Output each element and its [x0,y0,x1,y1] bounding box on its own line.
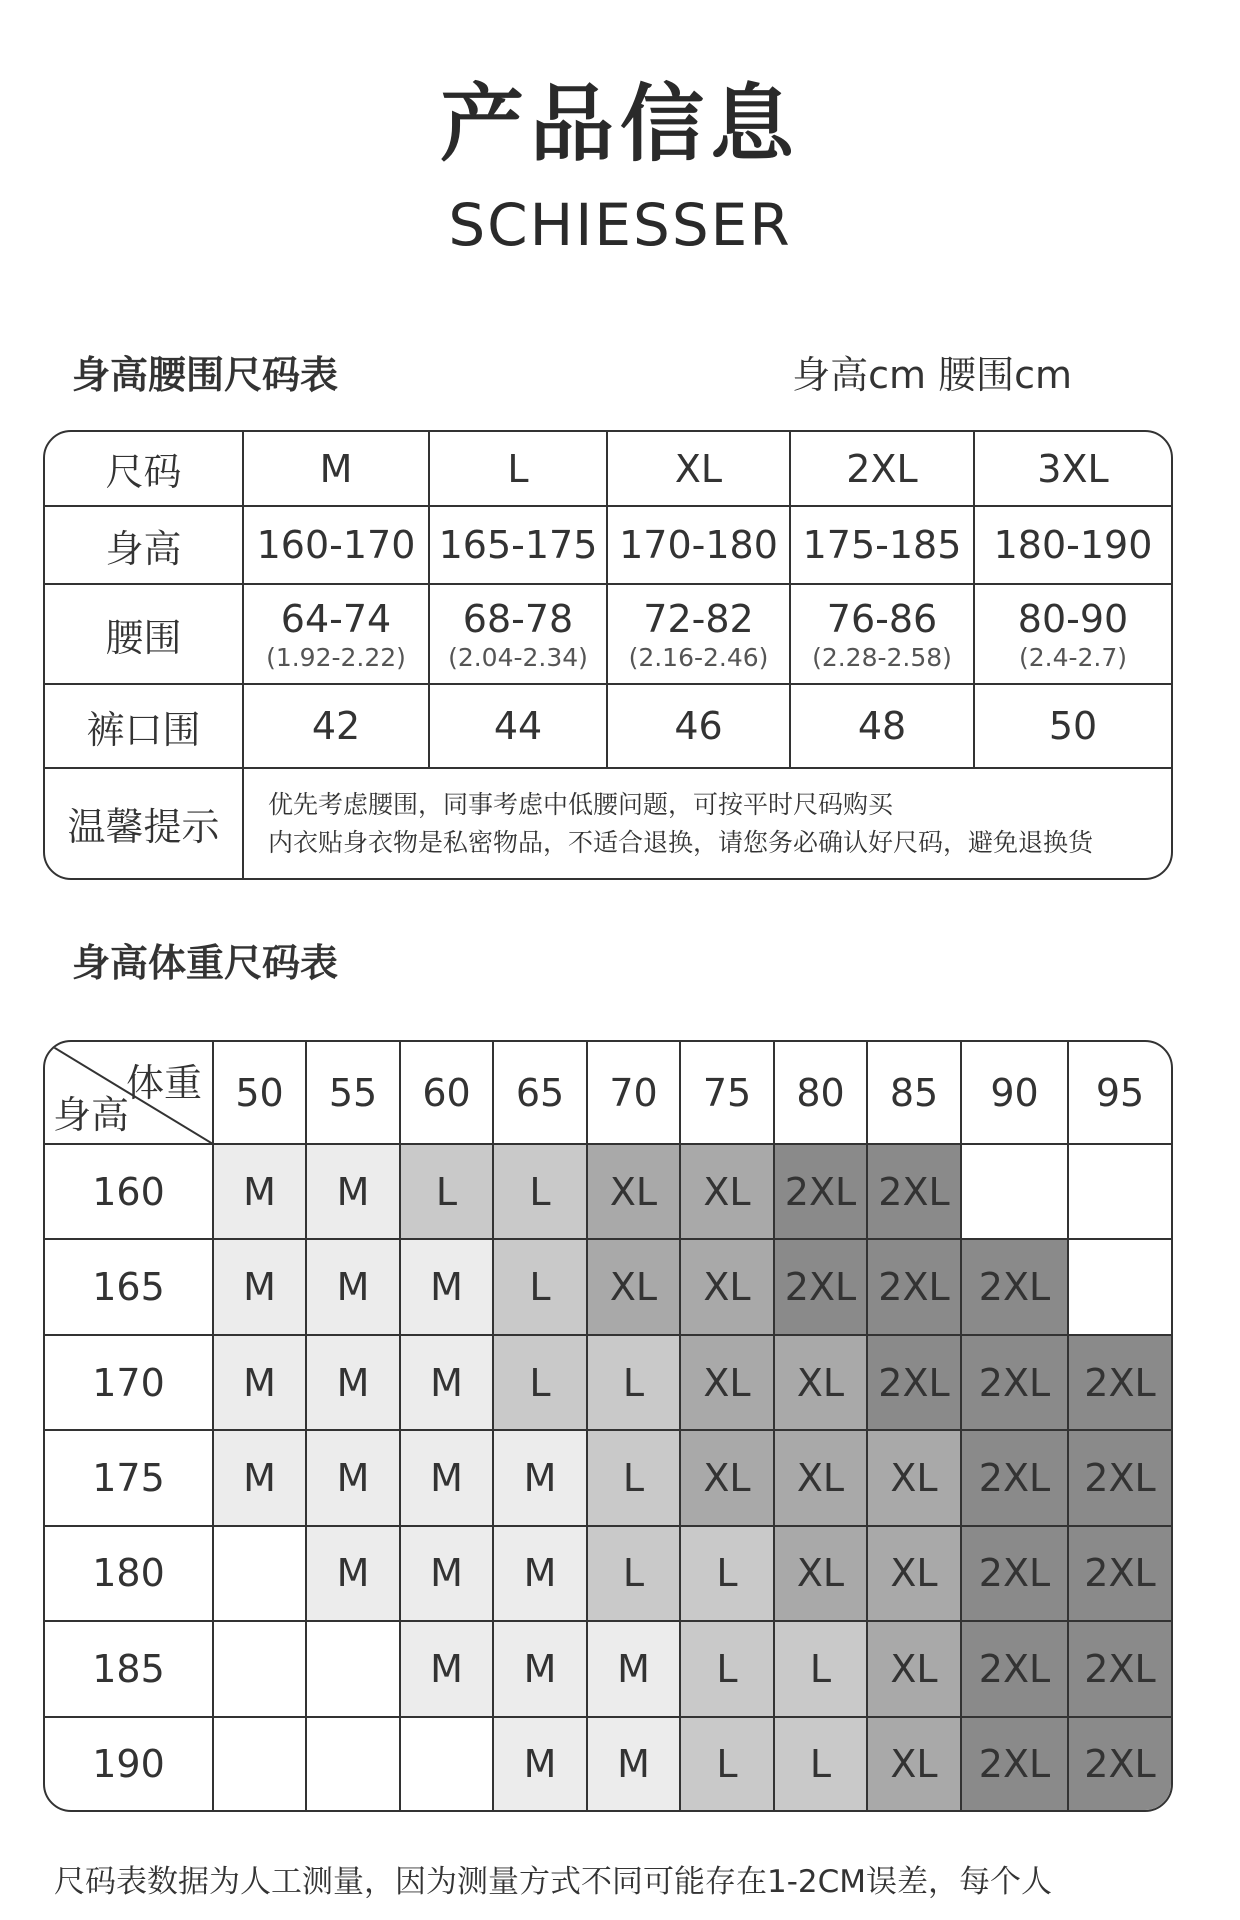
waist-inch-value: (2.16-2.46) [628,642,769,672]
size-recommendation-cell [306,1717,400,1810]
waist-cell [790,584,974,684]
size-recommendation-cell: 2XL [1068,1526,1171,1621]
tip-text [243,768,1171,878]
size-recommendation-cell [400,1717,493,1810]
size-recommendation-cell: XL [867,1526,961,1621]
size-recommendation-cell: M [213,1335,306,1430]
size-recommendation-cell: M [306,1430,400,1525]
weight-size-table [43,1040,1173,1812]
size-recommendation-cell: XL [867,1717,961,1810]
size-recommendation-cell: 2XL [867,1335,961,1430]
waist-chart-title: 身高腰围尺码表 [72,353,339,397]
weight-table-row [45,1335,1171,1430]
weight-header-cell: 70 [587,1042,680,1144]
size-recommendation-cell: XL [587,1239,680,1334]
size-recommendation-cell: 2XL [867,1239,961,1334]
size-recommendation-cell: 2XL [774,1144,867,1239]
size-recommendation-cell [961,1144,1068,1239]
size-recommendation-cell: M [493,1526,587,1621]
size-recommendation-cell [213,1621,306,1716]
size-recommendation-cell: M [587,1621,680,1716]
size-cell: 2XL [790,432,974,506]
waist-label: 腰围 [45,584,243,684]
size-recommendation-cell: L [774,1621,867,1716]
size-recommendation-cell: M [213,1430,306,1525]
size-recommendation-cell [1068,1239,1171,1334]
size-recommendation-cell: 2XL [961,1335,1068,1430]
size-cell: XL [607,432,790,506]
weight-table-row [45,1717,1171,1810]
size-recommendation-cell: 2XL [1068,1335,1171,1430]
height-cell: 175 [45,1430,213,1525]
height-cell: 175-185 [790,506,974,584]
size-recommendation-cell: XL [774,1430,867,1525]
weight-table-row [45,1239,1171,1334]
size-recommendation-cell [213,1526,306,1621]
size-recommendation-cell: 2XL [867,1144,961,1239]
size-recommendation-cell: L [493,1144,587,1239]
waist-value: 80-90 [1017,596,1129,641]
size-recommendation-cell: 2XL [961,1430,1068,1525]
weight-header-cell: 85 [867,1042,961,1144]
waist-inch-value: (2.4-2.7) [1018,642,1128,672]
weight-header-cell: 55 [306,1042,400,1144]
size-recommendation-cell [213,1717,306,1810]
weight-header-cell: 80 [774,1042,867,1144]
size-recommendation-cell: L [493,1335,587,1430]
brand-name: SCHIESSER [448,191,792,259]
size-recommendation-cell: M [306,1335,400,1430]
size-recommendation-cell: L [587,1526,680,1621]
weight-table-row [45,1621,1171,1716]
weight-header-row [45,1042,1171,1144]
waist-inch-value: (2.28-2.58) [812,642,952,672]
size-recommendation-cell: XL [680,1430,774,1525]
waist-row [45,584,1171,684]
height-cell: 185 [45,1621,213,1716]
size-recommendation-cell: L [774,1717,867,1810]
waist-cell [429,584,607,684]
weight-header-cell: 75 [680,1042,774,1144]
size-recommendation-cell: M [587,1717,680,1810]
size-label: 尺码 [45,432,243,506]
tip-label: 温馨提示 [45,768,243,878]
weight-header-cell: 50 [213,1042,306,1144]
size-recommendation-cell: M [306,1144,400,1239]
waist-inch-value: (1.92-2.22) [266,642,406,672]
height-cell: 165-175 [429,506,607,584]
height-cell: 160 [45,1144,213,1239]
size-recommendation-cell: L [680,1526,774,1621]
size-recommendation-cell: M [400,1335,493,1430]
size-recommendation-cell: M [306,1526,400,1621]
size-recommendation-cell: M [400,1430,493,1525]
size-recommendation-cell [1068,1144,1171,1239]
size-recommendation-cell: 2XL [1068,1717,1171,1810]
size-recommendation-cell: L [680,1717,774,1810]
waist-inch-value: (2.04-2.34) [448,642,588,672]
weight-table-row [45,1430,1171,1525]
cuff-cell: 44 [429,684,607,768]
size-recommendation-cell: M [213,1239,306,1334]
size-recommendation-cell: 2XL [1068,1430,1171,1525]
size-cell: 3XL [974,432,1171,506]
waist-cell [974,584,1171,684]
size-recommendation-cell: XL [867,1430,961,1525]
size-row [45,432,1171,506]
size-recommendation-cell: M [400,1526,493,1621]
waist-value: 72-82 [643,596,754,641]
size-recommendation-cell: 2XL [961,1239,1068,1334]
size-recommendation-cell: L [493,1239,587,1334]
cuff-cell: 42 [243,684,429,768]
height-cell: 190 [45,1717,213,1810]
footnote: 尺码表数据为人工测量，因为测量方式不同可能存在1-2CM误差，每个人 [54,1864,1053,1900]
cuff-cell: 48 [790,684,974,768]
size-recommendation-cell: XL [774,1526,867,1621]
tip-line-2: 内衣贴身衣物是私密物品，不适合退换，请您务必确认好尺码，避免退换货 [268,827,1094,857]
size-recommendation-cell: L [587,1430,680,1525]
size-cell: L [429,432,607,506]
corner-weight-label: 体重 [125,1061,202,1105]
tip-row [45,768,1171,878]
size-recommendation-cell: XL [867,1621,961,1716]
height-row [45,506,1171,584]
corner-cell [45,1042,213,1144]
size-recommendation-cell: M [306,1239,400,1334]
waist-cell [607,584,790,684]
cuff-label: 裤口围 [45,684,243,768]
height-cell: 170 [45,1335,213,1430]
height-cell: 165 [45,1239,213,1334]
height-label: 身高 [45,506,243,584]
size-recommendation-cell: M [400,1621,493,1716]
weight-header-cell: 65 [493,1042,587,1144]
height-cell: 170-180 [607,506,790,584]
size-recommendation-cell: XL [680,1144,774,1239]
waist-cell [243,584,429,684]
height-cell: 160-170 [243,506,429,584]
size-recommendation-cell: XL [587,1144,680,1239]
size-recommendation-cell: XL [680,1335,774,1430]
cuff-row [45,684,1171,768]
size-recommendation-cell: L [680,1621,774,1716]
waist-value: 68-78 [462,596,574,641]
weight-header-cell: 90 [961,1042,1068,1144]
size-cell: M [243,432,429,506]
weight-table-row [45,1526,1171,1621]
weight-chart-title: 身高体重尺码表 [72,941,339,985]
waist-size-table [43,430,1173,880]
size-recommendation-cell: M [213,1144,306,1239]
size-recommendation-cell: M [400,1239,493,1334]
height-cell: 180 [45,1526,213,1621]
weight-header-cell: 60 [400,1042,493,1144]
height-cell: 180-190 [974,506,1171,584]
weight-table-row [45,1144,1171,1239]
size-recommendation-cell: XL [680,1239,774,1334]
cuff-cell: 46 [607,684,790,768]
size-recommendation-cell: 2XL [961,1526,1068,1621]
size-recommendation-cell: 2XL [961,1621,1068,1716]
size-recommendation-cell: 2XL [1068,1621,1171,1716]
page-title: 产品信息 [439,75,800,173]
weight-header-cell: 95 [1068,1042,1171,1144]
size-recommendation-cell: L [400,1144,493,1239]
size-recommendation-cell: 2XL [774,1239,867,1334]
waist-value: 76-86 [826,596,938,641]
tip-line-1: 优先考虑腰围，同事考虑中低腰问题，可按平时尺码购买 [268,789,894,819]
waist-value: 64-74 [280,596,392,641]
size-recommendation-cell: M [493,1621,587,1716]
size-recommendation-cell: M [493,1430,587,1525]
corner-height-label: 身高 [53,1093,130,1137]
cuff-cell: 50 [974,684,1171,768]
size-recommendation-cell: L [587,1335,680,1430]
size-recommendation-cell: XL [774,1335,867,1430]
size-recommendation-cell [306,1621,400,1716]
size-recommendation-cell: M [493,1717,587,1810]
units-label: 身高cm 腰围cm [792,353,1072,397]
size-recommendation-cell: 2XL [961,1717,1068,1810]
